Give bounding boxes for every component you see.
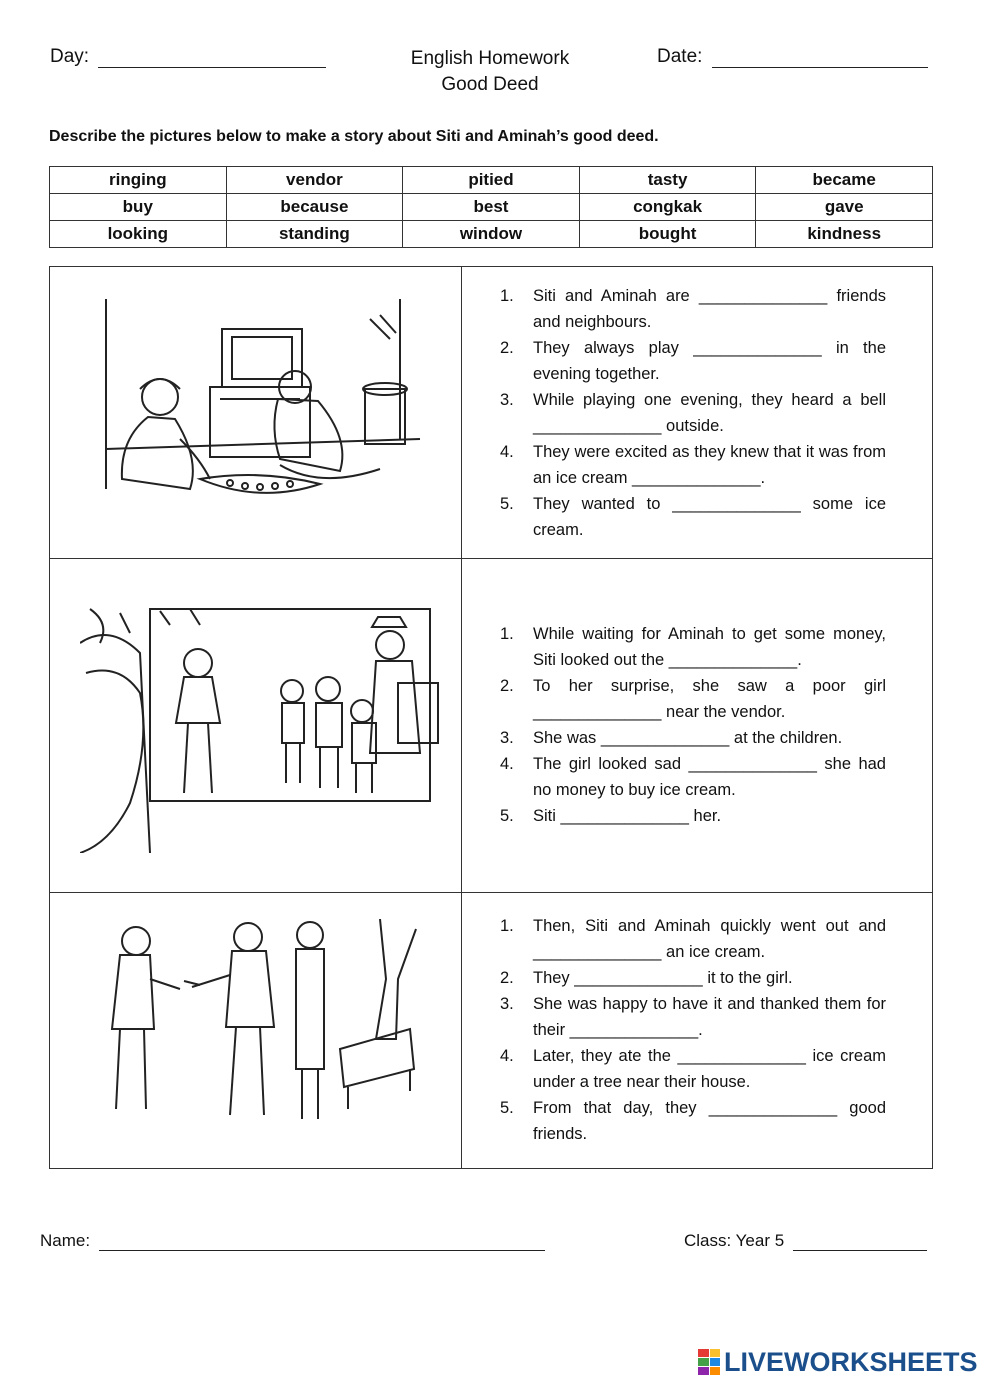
story-row-3 — [50, 893, 932, 1169]
question-text[interactable]: They were excited as they knew that it was from an ice cream ______________. — [533, 443, 886, 487]
instruction-text: Describe the pictures below to make a story about Siti and Aminah’s good deed. — [49, 128, 659, 145]
question-list-1 — [500, 283, 886, 543]
page-title: English Homework — [410, 48, 570, 69]
day-input-line[interactable] — [98, 48, 326, 68]
class-field — [684, 1231, 927, 1251]
word-bank-cell: because — [226, 194, 403, 221]
story-row-2 — [50, 559, 932, 893]
question-number: 2. — [500, 677, 514, 695]
page-title-block — [380, 46, 600, 98]
word-bank-cell: kindness — [756, 221, 933, 248]
question-item — [500, 387, 886, 439]
girl-at-window-vendor-illustration — [80, 603, 440, 853]
word-bank-cell: looking — [50, 221, 227, 248]
logo-icon — [698, 1349, 720, 1375]
question-text[interactable]: To her surprise, she saw a poor girl ______________ near the vendor. — [533, 677, 886, 721]
question-item — [500, 491, 886, 543]
question-item — [500, 991, 886, 1043]
day-field — [50, 46, 326, 68]
word-bank-cell: ringing — [50, 167, 227, 194]
question-number: 5. — [500, 807, 514, 825]
question-item — [500, 725, 886, 751]
question-list-3 — [500, 913, 886, 1147]
question-text[interactable]: The girl looked sad ______________ she had no money to buy ice cream. — [533, 755, 886, 799]
name-label: Name: — [40, 1231, 91, 1250]
question-number: 5. — [500, 1099, 514, 1117]
question-text[interactable]: From that day, they ______________ good friends. — [533, 1099, 886, 1143]
question-number: 1. — [500, 917, 514, 935]
question-number: 3. — [500, 391, 514, 409]
page-subtitle: Good Deed — [441, 74, 539, 95]
name-field — [40, 1231, 545, 1251]
question-item — [500, 913, 886, 965]
question-number: 4. — [500, 1047, 514, 1065]
question-item — [500, 803, 886, 829]
question-number: 5. — [500, 495, 514, 513]
liveworksheets-logo — [698, 1346, 978, 1378]
question-item — [500, 965, 886, 991]
story-row-1 — [50, 267, 932, 559]
word-bank-row — [50, 167, 933, 194]
question-number: 4. — [500, 443, 514, 461]
question-text[interactable]: She was happy to have it and thanked them for their ______________. — [533, 995, 886, 1039]
question-number: 1. — [500, 625, 514, 643]
question-text[interactable]: They always play ______________ in the evening together. — [533, 339, 886, 383]
logo-tile — [698, 1349, 709, 1357]
day-label: Day: — [50, 46, 90, 67]
word-bank-cell: became — [756, 167, 933, 194]
question-item — [500, 673, 886, 725]
picture-panel-1 — [50, 267, 462, 558]
logo-tile — [698, 1358, 709, 1366]
word-bank-cell: pitied — [403, 167, 580, 194]
logo-tile — [710, 1358, 721, 1366]
class-label: Class: Year 5 — [684, 1231, 785, 1250]
question-item — [500, 1095, 886, 1147]
question-text[interactable]: While waiting for Aminah to get some money, Siti looked out the ______________. — [533, 625, 886, 669]
word-bank-cell: congkak — [579, 194, 756, 221]
girls-giving-ice-cream-illustration — [80, 919, 420, 1139]
question-list-2 — [500, 621, 886, 829]
question-text[interactable]: Later, they ate the ______________ ice cream under a tree near their house. — [533, 1047, 886, 1091]
logo-tile — [710, 1367, 721, 1375]
question-item — [500, 1043, 886, 1095]
word-bank-table — [49, 166, 933, 248]
word-bank-cell: best — [403, 194, 580, 221]
question-number: 4. — [500, 755, 514, 773]
word-bank-row — [50, 194, 933, 221]
logo-tile — [710, 1349, 721, 1357]
word-bank-cell: tasty — [579, 167, 756, 194]
question-text[interactable]: Siti and Aminah are ______________ friends and neighbours. — [533, 287, 886, 331]
name-input-line[interactable] — [99, 1233, 545, 1251]
question-number: 3. — [500, 995, 514, 1013]
question-text[interactable]: While playing one evening, they heard a bell ______________ outside. — [533, 391, 886, 435]
girls-playing-congkak-illustration — [80, 289, 430, 529]
question-text[interactable]: They ______________ it to the girl. — [533, 969, 793, 987]
word-bank-cell: standing — [226, 221, 403, 248]
question-text[interactable]: Then, Siti and Aminah quickly went out and ______________ an ice cream. — [533, 917, 886, 961]
date-label: Date: — [657, 46, 703, 67]
class-input-line[interactable] — [793, 1233, 927, 1251]
question-text[interactable]: They wanted to ______________ some ice cream. — [533, 495, 886, 539]
question-item — [500, 335, 886, 387]
word-bank-cell: window — [403, 221, 580, 248]
question-item — [500, 283, 886, 335]
question-item — [500, 439, 886, 491]
word-bank-row — [50, 221, 933, 248]
logo-tile — [698, 1367, 709, 1375]
picture-panel-2 — [50, 559, 462, 892]
date-input-line[interactable] — [712, 48, 928, 68]
story-table — [49, 266, 933, 1169]
question-number: 1. — [500, 287, 514, 305]
word-bank-cell: vendor — [226, 167, 403, 194]
picture-panel-3 — [50, 893, 462, 1169]
logo-text: LIVEWORKSHEETS — [724, 1346, 978, 1377]
question-text[interactable]: Siti ______________ her. — [533, 807, 722, 825]
word-bank-cell: gave — [756, 194, 933, 221]
date-field — [657, 46, 928, 68]
question-item — [500, 751, 886, 803]
word-bank-cell: buy — [50, 194, 227, 221]
question-text[interactable]: She was ______________ at the children. — [533, 729, 843, 747]
question-item — [500, 621, 886, 673]
question-number: 2. — [500, 339, 514, 357]
question-number: 2. — [500, 969, 514, 987]
word-bank-cell: bought — [579, 221, 756, 248]
question-number: 3. — [500, 729, 514, 747]
